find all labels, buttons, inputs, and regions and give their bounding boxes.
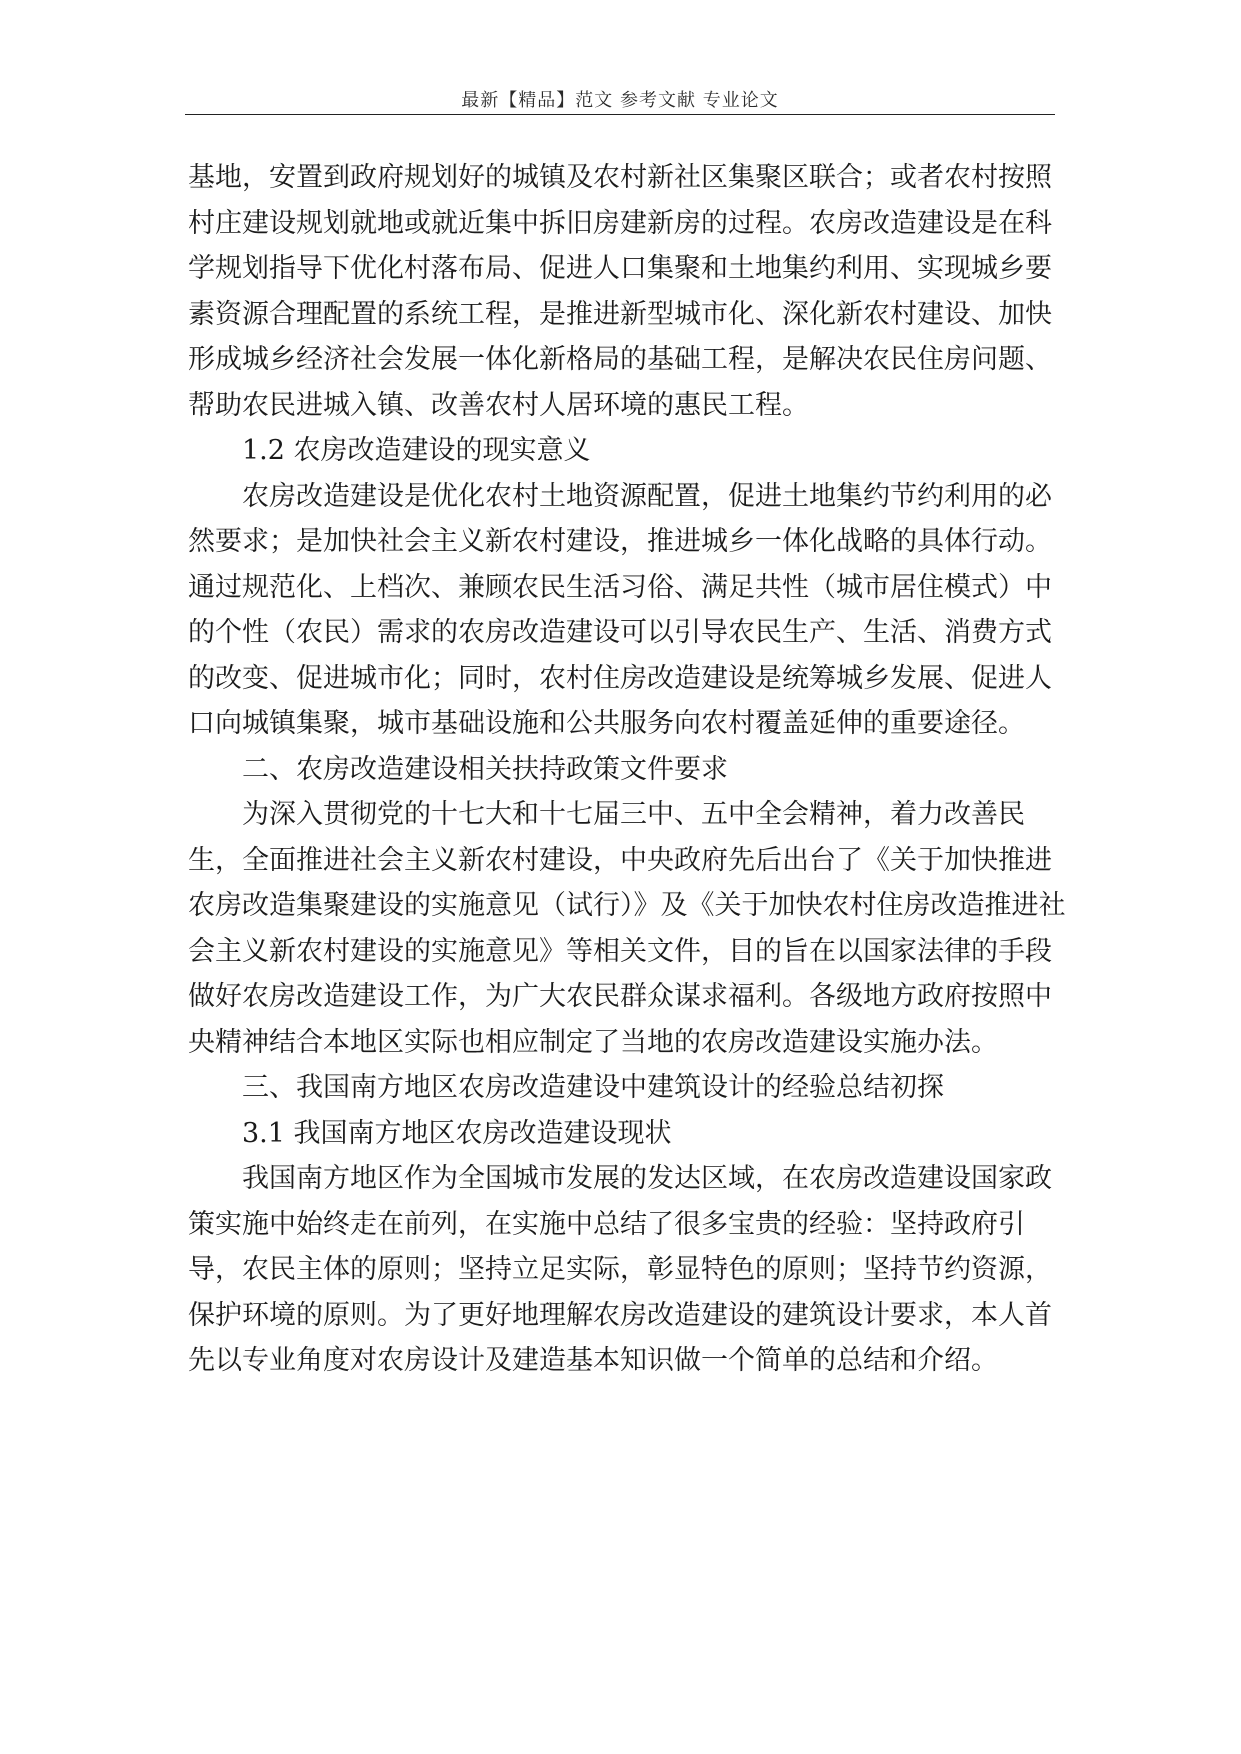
paragraph-2: 农房改造建设是优化农村土地资源配置，促进土地集约节约利用的必然要求；是加快社会主义新农村建设，推进城乡一体化战略的具体行动。通过规范化、上档次、兼顾农民生活习俗、满足共性（城市居住模式）中的个性（农民）需求的农房改造建设可以引导农民生产、生活、消费方式的改变、促进城市化；同时，农村住房改造建设是统筹城乡发展、促进人口向城镇集聚，城市基础设施和公共服务向农村覆盖延伸的重要途径。: [188, 480, 1052, 739]
section-heading-3: 三、我国南方地区农房改造建设中建筑设计的经验总结初探: [242, 1072, 944, 1103]
header-divider: [185, 114, 1055, 115]
section-heading-1-2: 1.2 农房改造建设的现实意义: [242, 435, 591, 466]
section-heading-3-1: 3.1 我国南方地区农房改造建设现状: [242, 1117, 672, 1149]
document-body: [188, 155, 1068, 1384]
paragraph-1: 基地，安置到政府规划好的城镇及农村新社区集聚区联合；或者农村按照村庄建设规划就地或就近集中拆旧房建新房的过程。农房改造建设是在科学规划指导下优化村落布局、促进人口集聚和土地集约利用、实现城乡要素资源合理配置的系统工程，是推进新型城市化、深化新农村建设、加快形成城乡经济社会发展一体化新格局的基础工程，是解决农民住房问题、帮助农民进城入镇、改善农村人居环境的惠民工程。: [188, 162, 1052, 421]
page-header: 最新【精品】范文 参考文献 专业论文: [461, 90, 779, 111]
section-heading-2: 二、农房改造建设相关扶持政策文件要求: [242, 753, 728, 785]
paragraph-3: 为深入贯彻党的十七大和十七届三中、五中全会精神，着力改善民生，全面推进社会主义新农村建设，中央政府先后出台了《关于加快推进农房改造集聚建设的实施意见（试行）》及《关于加快农村住房改造推进社会主义新农村建设的实施意见》等相关文件，目的旨在以国家法律的手段做好农房改造建设工作，为广大农民群众谋求福利。各级地方政府按照中央精神结合本地区实际也相应制定了当地的农房改造建设实施办法。: [188, 799, 1066, 1058]
paragraph-4: 我国南方地区作为全国城市发展的发达区域，在农房改造建设国家政策实施中始终走在前列，在实施中总结了很多宝贵的经验：坚持政府引导，农民主体的原则；坚持立足实际，彰显特色的原则；坚持节约资源，保护环境的原则。为了更好地理解农房改造建设的建筑设计要求，本人首先以专业角度对农房设计及建造基本知识做一个简单的总结和介绍。: [188, 1163, 1052, 1376]
